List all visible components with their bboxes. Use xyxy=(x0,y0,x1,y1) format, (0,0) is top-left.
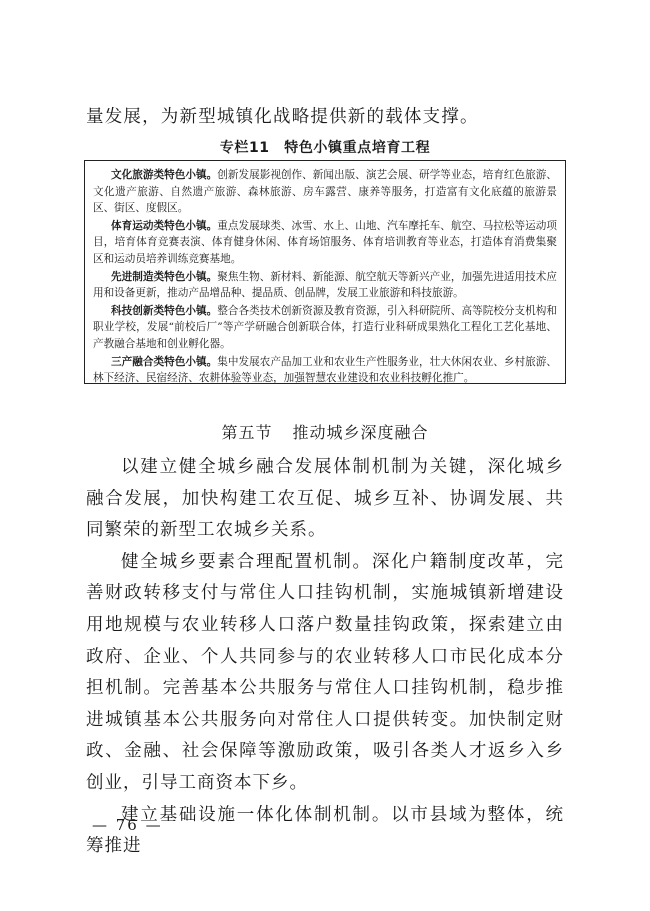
box-item-heading: 文化旅游类特色小镇。 xyxy=(111,169,218,181)
section-title: 推动城乡深度融合 xyxy=(292,423,429,442)
box-item-advanced-manufacturing xyxy=(93,269,557,302)
paragraph: 健全城乡要素合理配置机制。深化户籍制度改革，完善财政转移支付与常住人口挂钩机制，实施城镇新增建设用地规模与农业转移人口落户数量挂钩政策，探索建立由政府、企业、个人共同参与的农业转移人口市民化成本分担机制。完善基本公共服务与常住人口挂钩机制，稳步推进城镇基本公共服务向对常住人口提供转变。加快制定财政、金融、社会保障等激励政策，吸引各类人才返乡入乡创业，引导工商资本下乡。 xyxy=(86,551,564,793)
box-item-heading: 科技创新类特色小镇。 xyxy=(111,304,218,317)
box-item-heading: 三产融合类特色小镇。 xyxy=(111,355,218,368)
box-item-text: 集中发展农产品加工业和农业生产性服务业，壮大休闲农业、乡村旅游、林下经济、民宿经济、农耕体验等业态，加强智慧农业建设和农业科技孵化推广。 xyxy=(93,355,558,385)
body-text xyxy=(86,452,564,863)
continued-paragraph-line: 量发展，为新型城镇化战略提供新的载体支撑。 xyxy=(86,107,479,127)
box-item-text: 创新发展影视创作、新闻出版、演艺会展、研学等业态，培育红色旅游、文化遗产旅游、自然遗产旅游、森林旅游、房车露营、康养等服务，打造富有文化底蕴的旅游景区、街区、度假区。 xyxy=(93,169,558,215)
box-item-text: 重点发展球类、冰雪、水上、山地、汽车摩托车、航空、马拉松等运动项目，培育体育竞赛表演、体育健身休闲、体育场馆服务、体育培训教育等业态，打造体育消费集聚区和运动员培养训练竞赛基地。 xyxy=(93,219,558,265)
paragraph: 以建立健全城乡融合发展体制机制为关键，深化城乡融合发展，加快构建工农互促、城乡互补、协调发展、共同繁荣的新型工农城乡关系。 xyxy=(86,457,564,541)
box-item-industry-integration xyxy=(93,354,557,387)
box-item-text: 聚焦生物、新材料、新能源、航空航天等新兴产业，加强先进适用技术应用和设备更新，推动产品增品种、提品质、创品牌，发展工业旅游和科技旅游。 xyxy=(93,270,558,300)
paragraph: 建立基础设施一体化体制机制。以市县域为整体，统筹推进 xyxy=(86,804,564,857)
page-number: — 76 — xyxy=(92,816,163,834)
box-item-tech-innovation xyxy=(93,303,557,353)
section-number: 第五节 xyxy=(221,423,273,442)
box-item-heading: 先进制造类特色小镇。 xyxy=(111,270,218,283)
box-item-text: 整合各类技术创新资源及教育资源，引入科研院所、高等院校分支机构和职业学校，发展“前校后厂”等产学研融合创新联合体，打造行业科研成果熟化工程化工艺化基地、产教融合基地和创业孵化器。 xyxy=(93,304,558,350)
sidebar-box-title: 专栏11 特色小镇重点培育工程 xyxy=(219,140,431,156)
section-heading xyxy=(0,420,650,446)
box-item-heading: 体育运动类特色小镇。 xyxy=(111,219,218,232)
sidebar-box xyxy=(84,160,566,384)
box-item-sports xyxy=(93,218,557,268)
box-item-culture-tourism xyxy=(93,167,557,217)
